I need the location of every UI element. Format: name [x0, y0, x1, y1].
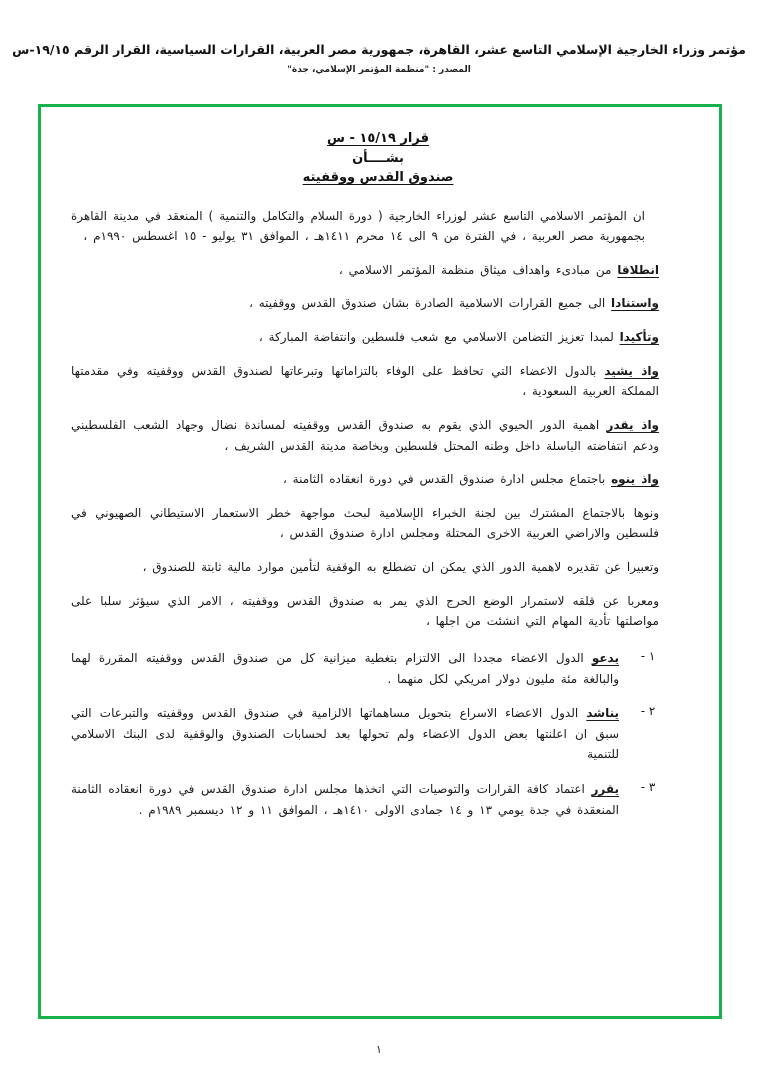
- resolution-heading: [71, 129, 685, 188]
- paragraph-item: [71, 503, 685, 544]
- list-item-text: [71, 779, 619, 820]
- paragraph-lead: واستنادا: [611, 296, 659, 311]
- list-item-text: [71, 703, 619, 765]
- paragraph-lead: وتأكيدا: [619, 330, 659, 344]
- list-item: [71, 779, 677, 820]
- list-item-lead: يقرر: [591, 782, 619, 796]
- list-item: [71, 703, 677, 765]
- resolution-subject-label: بشــــأن: [352, 150, 404, 166]
- document-frame: [38, 104, 722, 1019]
- paragraph-item: [71, 293, 685, 314]
- paragraph-text: ونوها بالاجتماع المشترك بين لجنة الخبراء الإسلامية لبحث مواجهة خطر الاستعمار الاستيطاني الصهيوني في فلسطين والاراضي العربية الاخرى المحتلة ومجلس ادارة صندوق القدس ،: [71, 505, 659, 541]
- document-title: مؤتمر وزراء الخارجية الإسلامي التاسع عشر، القاهرة، جمهورية مصر العربية، القرارات السياسية، القرار الرقم ١٩/١٥-س: [12, 42, 746, 57]
- paragraph-text: ان المؤتمر الاسلامي التاسع عشر لوزراء الخارجية ( دورة السلام والتكامل والتنمية ) المنعقد في مدينة القاهرة بجمهورية مصر العربية ، في الفترة من ٩ الى ١٤ محرم ١٤١١هـ ، الموافق ٣١ يوليو - ١٥ اغسطس ١٩٩٠م ،: [71, 208, 645, 244]
- list-item: [71, 648, 677, 689]
- list-item-body: الدول الاعضاء مجددا الى الالتزام بتغطية ميزانية كل من صندوق القدس ووقفيته المقررة لهما والبالغة مئة مليون دولار امريكي لكل منهما .: [71, 650, 619, 686]
- list-item-number: ١ -: [640, 648, 656, 663]
- paragraph-text: بالدول الاعضاء التي تحافظ على الوفاء بالتزاماتها وتبرعاتها لصندوق القدس ووقفيته وفي مقدمتها المملكة العربية السعودية ،: [71, 363, 659, 399]
- paragraph-text: وتعبيرا عن تقديره لاهمية الدور الذي يمكن ان تضطلع به الوقفية لتأمين موارد مالية ثابتة للصندوق ،: [142, 560, 659, 574]
- paragraph-lead: واذ يقدر: [606, 417, 660, 432]
- paragraph-text: باجتماع مجلس ادارة صندوق القدس في دورة انعقاده الثامنة ،: [282, 472, 612, 487]
- paragraph-item: [71, 557, 685, 578]
- list-item-lead: يناشد: [586, 706, 619, 721]
- resolution-topic: صندوق القدس ووقفيته: [302, 170, 454, 185]
- paragraph-preamble: [71, 206, 685, 247]
- paragraph-lead: واذ ينوه: [611, 472, 659, 487]
- document-content: [41, 107, 719, 1016]
- paragraph-item: [71, 591, 685, 632]
- paragraph-text: ومعربا عن قلقه لاستمرار الوضع الحرج الذي يمر به صندوق القدس ووقفيته ، الامر الذي سيؤثر سلبا على مواصلتها تأدية المهام التي انشئت من اجلها ،: [71, 593, 659, 629]
- paragraph-text: لمبدا تعزيز التضامن الاسلامي مع شعب فلسطين وانتفاضة المباركة ،: [258, 330, 620, 344]
- paragraph-item: [71, 327, 685, 348]
- paragraph-text: من مبادىء واهداف ميثاق منظمة المؤتمر الاسلامي ،: [338, 262, 618, 277]
- page-number: ١: [376, 1043, 382, 1056]
- list-item-lead: يدعو: [591, 650, 619, 665]
- paragraph-item: [71, 361, 685, 402]
- paragraph-item: [71, 415, 685, 456]
- paragraph-item: [71, 469, 685, 490]
- paragraph-text: الى جميع القرارات الاسلامية الصادرة بشان صندوق القدس ووقفيته ،: [249, 296, 612, 311]
- list-item-text: [71, 648, 619, 689]
- document-source: المصدر : "منظمة المؤتمر الإسلامي، جدة": [287, 64, 471, 75]
- list-item-number: ٢ -: [640, 704, 656, 719]
- paragraph-item: [71, 260, 685, 281]
- paragraph-lead: انطلاقا: [617, 262, 659, 277]
- paragraph-text: اهمية الدور الحيوي الذي يقوم به صندوق القدس ووقفيته لمساندة نضال وجهاد الشعب الفلسطيني ودعم انتفاضته الباسلة داخل وطنه المحتل فلسطين وبخاصة مدينة القدس الشريف ،: [71, 417, 659, 453]
- list-item-number: ٣ -: [640, 780, 656, 794]
- resolution-number: قرار ١٥/١٩ - س: [327, 131, 429, 146]
- paragraph-lead: واذ يشيد: [604, 363, 659, 378]
- list-item-body: الدول الاعضاء الاسراع بتحويل مساهماتها الالزامية في صندوق القدس ووقفيته والتبرعات التي سبق ان اعلنتها بعض الدول الاعضاء ولم تحولها بعد لحسابات الصندوق والوقفية لدى البنك الاسلامي للتنمية: [71, 706, 619, 762]
- document-header: [0, 42, 758, 75]
- numbered-list: [71, 648, 685, 820]
- list-item-body: اعتماد كافة القرارات والتوصيات التي اتخذها مجلس ادارة صندوق القدس في دورة انعقاده الثامنة المنعقدة في جدة يومي ١٣ و ١٤ جمادى الاولى ١٤١٠هـ ، الموافق ١١ و ١٢ ديسمبر ١٩٨٩م .: [71, 782, 619, 817]
